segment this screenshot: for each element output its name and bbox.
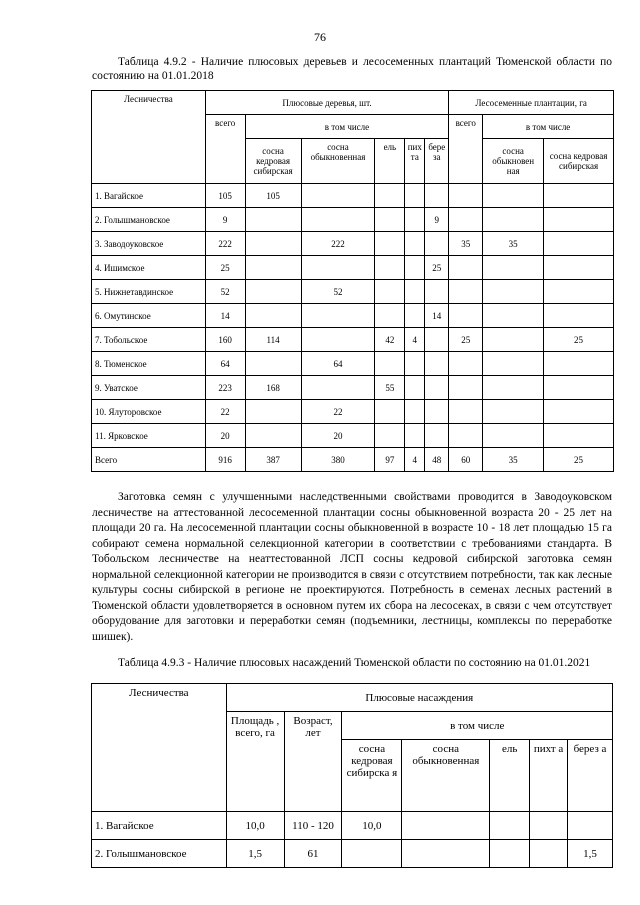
header-forestry: Лесничества <box>92 91 206 184</box>
table-cell <box>449 184 483 208</box>
row-forestry-name: 5. Нижнетавдинское <box>92 280 206 304</box>
table-cell <box>245 256 301 280</box>
table-cell <box>405 256 425 280</box>
table-cell: 380 <box>301 448 375 472</box>
table-cell <box>405 424 425 448</box>
page-number: 76 <box>314 30 326 44</box>
table-row <box>92 328 614 352</box>
header-sp-scots-pine: сосна обыкновен ная <box>483 139 544 184</box>
t2-header-spruce: ель <box>490 740 530 812</box>
row-forestry-name: 9. Уватское <box>92 376 206 400</box>
table-cell: 48 <box>425 448 449 472</box>
table-cell <box>405 352 425 376</box>
table-cell <box>568 812 613 840</box>
table-cell <box>483 328 544 352</box>
table-cell: 14 <box>425 304 449 328</box>
table-cell: 25 <box>205 256 245 280</box>
table-cell <box>544 352 614 376</box>
table-cell <box>544 376 614 400</box>
table-cell <box>544 232 614 256</box>
table-cell: 10,0 <box>226 812 284 840</box>
table-cell <box>245 424 301 448</box>
table-cell <box>405 184 425 208</box>
table-cell <box>544 184 614 208</box>
table-cell <box>425 232 449 256</box>
table-cell <box>544 280 614 304</box>
table-row <box>92 400 614 424</box>
row-forestry-name: 11. Ярковское <box>92 424 206 448</box>
plus-trees-table <box>91 90 614 472</box>
table1-caption: Таблица 4.9.2 - Наличие плюсовых деревьев и лесосеменных плантаций Тюменской области по состоянию на 01.01.2018 <box>92 56 612 82</box>
table-cell <box>449 304 483 328</box>
table-cell <box>425 328 449 352</box>
table-cell <box>245 352 301 376</box>
table-cell: 25 <box>544 328 614 352</box>
t2-header-age: Возраст, лет <box>284 712 342 812</box>
row-forestry-name: 2. Голышмановское <box>92 208 206 232</box>
table-cell <box>405 400 425 424</box>
table-cell <box>530 812 568 840</box>
table-cell <box>483 280 544 304</box>
table-cell <box>483 352 544 376</box>
table-cell <box>375 208 405 232</box>
table-cell <box>245 304 301 328</box>
table-cell <box>301 376 375 400</box>
table-cell <box>544 256 614 280</box>
table-cell <box>245 208 301 232</box>
table-cell <box>405 376 425 400</box>
table-cell: 42 <box>375 328 405 352</box>
table-cell: 52 <box>301 280 375 304</box>
table-cell <box>449 376 483 400</box>
table-row <box>92 256 614 280</box>
table-cell <box>301 256 375 280</box>
table-cell: 1,5 <box>226 840 284 868</box>
table-cell <box>375 280 405 304</box>
header-sp-cedar-pine: сосна кедровая сибирская <box>544 139 614 184</box>
table-cell <box>405 232 425 256</box>
table-row <box>92 232 614 256</box>
table-cell <box>483 184 544 208</box>
table-cell <box>402 812 490 840</box>
t2-header-cedar-pine: сосна кедровая сибирска я <box>342 740 402 812</box>
table-cell: 222 <box>301 232 375 256</box>
table-cell <box>449 424 483 448</box>
table-row <box>92 352 614 376</box>
header-sp-total: всего <box>449 115 483 184</box>
table-cell: 168 <box>245 376 301 400</box>
table-cell: 22 <box>301 400 375 424</box>
table-cell <box>301 328 375 352</box>
table-cell <box>301 304 375 328</box>
table-cell <box>342 840 402 868</box>
table-cell: 35 <box>483 448 544 472</box>
table-cell <box>544 304 614 328</box>
table-cell: 223 <box>205 376 245 400</box>
table-cell <box>301 208 375 232</box>
header-cedar-pine: сосна кедровая сибирская <box>245 139 301 184</box>
table-cell: 25 <box>425 256 449 280</box>
table-cell <box>405 304 425 328</box>
row-forestry-name: 1. Вагайское <box>92 812 227 840</box>
table-cell <box>375 304 405 328</box>
header-plus-trees: Плюсовые деревья, шт. <box>205 91 449 115</box>
table-cell <box>449 352 483 376</box>
table-cell: 9 <box>425 208 449 232</box>
table-cell: 25 <box>449 328 483 352</box>
t2-header-scots-pine: сосна обыкновенная <box>402 740 490 812</box>
table-cell <box>402 840 490 868</box>
table-cell: 1,5 <box>568 840 613 868</box>
table-row <box>92 208 614 232</box>
table-cell: 9 <box>205 208 245 232</box>
row-forestry-name: 10. Ялуторовское <box>92 400 206 424</box>
row-forestry-name: 2. Голышмановское <box>92 840 227 868</box>
table-cell <box>483 400 544 424</box>
table-cell <box>483 208 544 232</box>
header-scots-pine: сосна обыкновенная <box>301 139 375 184</box>
row-forestry-name: 4. Ишимское <box>92 256 206 280</box>
table-cell <box>405 280 425 304</box>
table-cell <box>530 840 568 868</box>
table-cell: 97 <box>375 448 405 472</box>
header-birch: бере за <box>425 139 449 184</box>
table-cell <box>375 256 405 280</box>
table-cell <box>405 208 425 232</box>
table-row <box>92 304 614 328</box>
table-row <box>92 184 614 208</box>
row-forestry-name: 3. Заводоуковское <box>92 232 206 256</box>
table2-caption: Таблица 4.9.3 - Наличие плюсовых насаждений Тюменской области по состоянию на 01.01.2021 <box>118 657 591 669</box>
t2-header-forestry: Лесничества <box>92 684 227 812</box>
t2-header-area: Площадь , всего, га <box>226 712 284 812</box>
table-cell: 64 <box>205 352 245 376</box>
plus-stands-table <box>91 683 613 868</box>
table-cell <box>544 208 614 232</box>
table-cell: 35 <box>483 232 544 256</box>
table-row <box>92 448 614 472</box>
table-cell: 64 <box>301 352 375 376</box>
table-cell: 916 <box>205 448 245 472</box>
table-cell <box>375 400 405 424</box>
table-cell: 52 <box>205 280 245 304</box>
table-cell <box>245 280 301 304</box>
table-cell: 160 <box>205 328 245 352</box>
table-cell: 387 <box>245 448 301 472</box>
t2-header-plus-stands: Плюсовые насаждения <box>226 684 612 712</box>
row-forestry-name: Всего <box>92 448 206 472</box>
table-cell <box>483 304 544 328</box>
table-cell <box>449 256 483 280</box>
table-cell <box>544 400 614 424</box>
table-cell <box>449 400 483 424</box>
table-cell: 55 <box>375 376 405 400</box>
header-including: в том числе <box>245 115 449 139</box>
table-cell <box>425 376 449 400</box>
table-cell: 4 <box>405 328 425 352</box>
table-row <box>92 280 614 304</box>
table-cell <box>375 424 405 448</box>
table-cell <box>490 840 530 868</box>
table-cell: 20 <box>205 424 245 448</box>
table-cell: 4 <box>405 448 425 472</box>
table-cell: 25 <box>544 448 614 472</box>
table-cell <box>375 352 405 376</box>
table-row <box>92 376 614 400</box>
body-paragraph: Заготовка семян с улучшенными наследственными свойствами проводится в Заводоуковском лесничестве на аттестованной лесосеменной плантации сосны обыкновенной возраста 20 - 25 лет на площади 20 га. На лесосеменной плантации сосны обыкновенной в возрасте 10 - 18 лет площадью 15 га собирают семена нормальной селекционной категории в соответствии с требованиями стандарта. В Тобольском лесничестве на неаттестованной ЛСП сосны кедровой сибирской заготовка семян нормальной селекционной категории не производится в связи с отсутствием потребности, так как лесные культуры сосны сибирской в регионе не проектируются. Потребность в семенах лесных растений в Тюменской области удовлетворяется в основном путем их сбора на лесосеках, в связи с чем отсутствует оборудование для заготовки и переработки семян (подъемники, лестницы, комплексы по переработке шишек). <box>92 491 612 643</box>
table-row <box>92 424 614 448</box>
table-cell <box>483 424 544 448</box>
table-cell <box>425 280 449 304</box>
table-cell: 222 <box>205 232 245 256</box>
header-fir: пих та <box>405 139 425 184</box>
table-cell <box>425 424 449 448</box>
table-cell: 22 <box>205 400 245 424</box>
table-cell <box>425 400 449 424</box>
table-row <box>92 840 613 868</box>
table-cell <box>490 812 530 840</box>
table-cell <box>375 184 405 208</box>
table-cell <box>425 352 449 376</box>
table-cell <box>245 400 301 424</box>
header-seed-plantations: Лесосеменные плантации, га <box>449 91 614 115</box>
table-cell <box>425 184 449 208</box>
table-cell: 14 <box>205 304 245 328</box>
table-cell: 61 <box>284 840 342 868</box>
table-cell <box>245 232 301 256</box>
header-spruce: ель <box>375 139 405 184</box>
table-cell <box>544 424 614 448</box>
table-cell: 105 <box>245 184 301 208</box>
table-cell <box>449 208 483 232</box>
table-cell <box>483 256 544 280</box>
row-forestry-name: 8. Тюменское <box>92 352 206 376</box>
table-cell: 110 - 120 <box>284 812 342 840</box>
table-cell: 114 <box>245 328 301 352</box>
table-cell <box>449 280 483 304</box>
t2-header-birch: берез а <box>568 740 613 812</box>
table-cell: 20 <box>301 424 375 448</box>
row-forestry-name: 6. Омутинское <box>92 304 206 328</box>
row-forestry-name: 7. Тобольское <box>92 328 206 352</box>
t2-header-fir: пихт а <box>530 740 568 812</box>
table-cell <box>483 376 544 400</box>
table-row <box>92 812 613 840</box>
table-cell: 60 <box>449 448 483 472</box>
header-total: всего <box>205 115 245 184</box>
t2-header-including: в том числе <box>342 712 613 740</box>
table-cell: 10,0 <box>342 812 402 840</box>
table-cell: 35 <box>449 232 483 256</box>
table-cell <box>375 232 405 256</box>
row-forestry-name: 1. Вагайское <box>92 184 206 208</box>
table-cell <box>301 184 375 208</box>
table-cell: 105 <box>205 184 245 208</box>
header-sp-including: в том числе <box>483 115 614 139</box>
